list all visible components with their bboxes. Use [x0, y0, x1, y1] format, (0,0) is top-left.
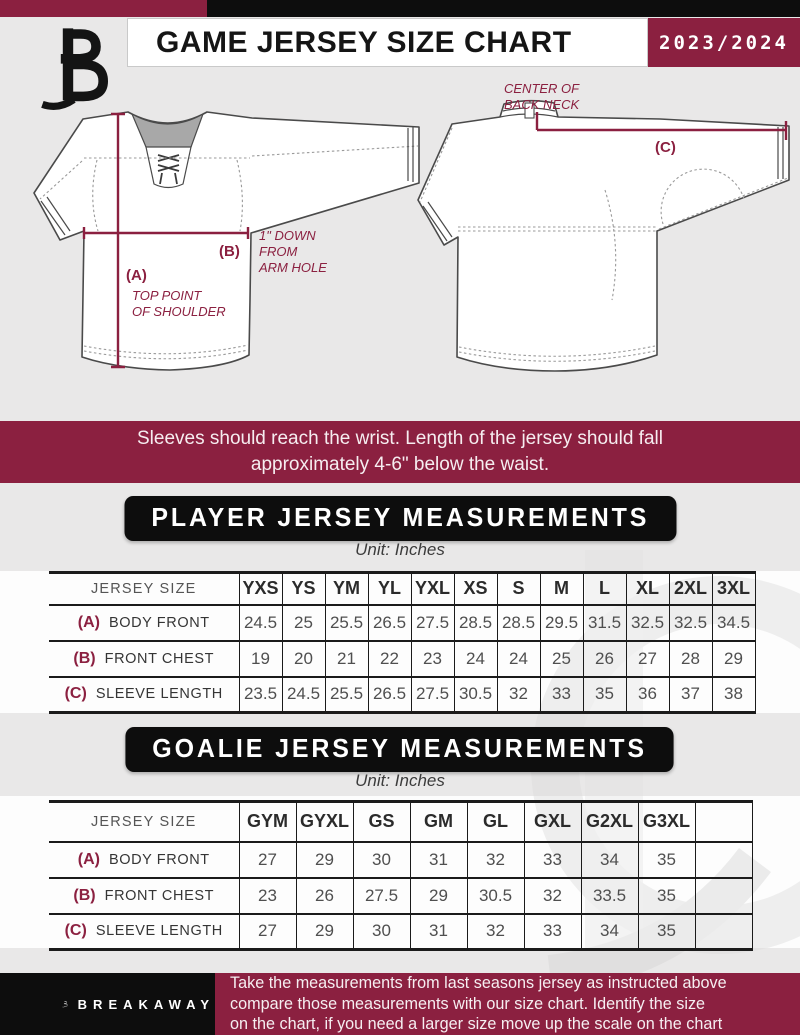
back-jersey-drawing: [418, 101, 789, 371]
cell-empty: [695, 842, 752, 878]
cell-empty: [695, 914, 752, 950]
cell: 35: [638, 914, 695, 950]
cell: 30.5: [467, 878, 524, 914]
footer-note-line2: compare those measurements with our size chart. Identify the size: [230, 994, 706, 1013]
marker-b-note-line1: 1" DOWN: [259, 228, 316, 243]
player-section-header-row: [0, 496, 800, 541]
size-header: 2XL: [669, 573, 712, 605]
size-header: YXS: [239, 573, 282, 605]
footer-note-line3: on the chart, if you need a larger size move up the scale on the chart: [230, 1015, 723, 1034]
player-measurements-table: [49, 571, 756, 714]
table-row-sleeve-length: [49, 677, 755, 713]
size-header: XS: [454, 573, 497, 605]
jersey-measurement-diagram: [0, 80, 800, 422]
cell: 32: [467, 914, 524, 950]
cell: 26: [296, 878, 353, 914]
row-marker: (C): [64, 685, 87, 703]
cell: 22: [368, 641, 411, 677]
goalie-section-header-row: [0, 727, 800, 772]
cell: 26.5: [368, 677, 411, 713]
marker-b-note-line2: FROM: [259, 244, 298, 259]
size-header: M: [540, 573, 583, 605]
page-title: GAME JERSEY SIZE CHART: [156, 25, 572, 59]
cell: 26.5: [368, 605, 411, 641]
player-header-row: [49, 573, 755, 605]
size-header: S: [497, 573, 540, 605]
cell: 28: [669, 641, 712, 677]
cell: 29: [296, 842, 353, 878]
table-row-body-front: [49, 842, 752, 878]
cell: 23: [239, 878, 296, 914]
cell: 25: [282, 605, 325, 641]
cell: 35: [638, 842, 695, 878]
size-header: YS: [282, 573, 325, 605]
title-bar: [127, 18, 648, 67]
cell: 28.5: [454, 605, 497, 641]
marker-a: (A): [126, 267, 147, 284]
cell: 29: [410, 878, 467, 914]
player-corner-label: JERSEY SIZE: [90, 580, 197, 597]
fit-note-line1: Sleeves should reach the wrist. Length of the jersey should fall: [137, 428, 663, 449]
size-header: YM: [325, 573, 368, 605]
brand-name: BREAKAWAY: [77, 996, 215, 1012]
cell: 35: [583, 677, 626, 713]
cell: 28.5: [497, 605, 540, 641]
cell: 27: [626, 641, 669, 677]
size-header: GM: [410, 802, 467, 842]
marker-a-note-line2: OF SHOULDER: [132, 304, 226, 319]
cell: 24.5: [239, 605, 282, 641]
marker-c-note-line2: BACK NECK: [504, 97, 580, 112]
cell: 34: [581, 914, 638, 950]
cell: 34.5: [712, 605, 755, 641]
fit-note-line2: approximately 4-6" below the waist.: [250, 454, 550, 475]
marker-b-note-line3: ARM HOLE: [259, 260, 327, 275]
size-header: 3XL: [712, 573, 755, 605]
marker-a-note-line1: TOP POINT: [132, 288, 202, 303]
goalie-section-title: GOALIE JERSEY MEASUREMENTS: [126, 727, 674, 772]
size-header: GYXL: [296, 802, 353, 842]
cell: 32.5: [669, 605, 712, 641]
table-row-sleeve-length: [49, 914, 752, 950]
cell: 24: [454, 641, 497, 677]
row-marker: (A): [77, 613, 100, 631]
size-header: GL: [467, 802, 524, 842]
cell: 19: [239, 641, 282, 677]
footer-brand-block: [0, 973, 215, 1035]
fit-note-banner: [0, 421, 800, 483]
row-label: SLEEVE LENGTH: [95, 923, 223, 940]
cell: 33.5: [581, 878, 638, 914]
cell: 20: [282, 641, 325, 677]
cell: 31.5: [583, 605, 626, 641]
table-row-body-front: [49, 605, 755, 641]
row-marker: (B): [73, 649, 96, 667]
cell: 26: [583, 641, 626, 677]
goalie-unit-label: Unit: Inches: [355, 771, 445, 790]
cell: 34: [581, 842, 638, 878]
cell: 29: [712, 641, 755, 677]
row-marker: (C): [64, 922, 87, 940]
goalie-corner-label: JERSEY SIZE: [90, 813, 197, 830]
cell: 23: [411, 641, 454, 677]
size-header: GS: [353, 802, 410, 842]
cell: 29: [296, 914, 353, 950]
top-accent-bar-black: [207, 0, 800, 17]
cell: 29.5: [540, 605, 583, 641]
row-label: FRONT CHEST: [104, 887, 215, 904]
player-section-title: PLAYER JERSEY MEASUREMENTS: [124, 496, 676, 541]
size-header: XL: [626, 573, 669, 605]
footer-instructions: [215, 973, 800, 1035]
table-row-front-chest: [49, 641, 755, 677]
row-label: FRONT CHEST: [104, 650, 215, 667]
goalie-header-row: [49, 802, 752, 842]
size-header: G3XL: [638, 802, 695, 842]
row-marker: (B): [73, 886, 96, 904]
size-header-empty: [695, 802, 752, 842]
marker-c-note-line1: CENTER OF: [504, 81, 580, 96]
size-header: YXL: [411, 573, 454, 605]
cell: 31: [410, 842, 467, 878]
cell: 25.5: [325, 677, 368, 713]
cell: 24.5: [282, 677, 325, 713]
cell: 27.5: [411, 605, 454, 641]
cell: 36: [626, 677, 669, 713]
cell: 32: [467, 842, 524, 878]
marker-b: (B): [219, 243, 240, 260]
cell: 27.5: [353, 878, 410, 914]
player-unit-label: Unit: Inches: [355, 540, 445, 559]
cell: 30.5: [454, 677, 497, 713]
cell: 24: [497, 641, 540, 677]
cell: 23.5: [239, 677, 282, 713]
cell: 30: [353, 842, 410, 878]
cell: 33: [524, 842, 581, 878]
top-accent-bar-maroon: [0, 0, 207, 17]
table-row-front-chest: [49, 878, 752, 914]
cell: 25: [540, 641, 583, 677]
row-label: BODY FRONT: [108, 614, 210, 631]
cell: 25.5: [325, 605, 368, 641]
cell: 31: [410, 914, 467, 950]
cell: 38: [712, 677, 755, 713]
cell: 27: [239, 914, 296, 950]
row-marker: (A): [77, 850, 100, 868]
cell-empty: [695, 878, 752, 914]
cell: 35: [638, 878, 695, 914]
cell: 33: [524, 914, 581, 950]
size-header: YL: [368, 573, 411, 605]
row-label: SLEEVE LENGTH: [95, 686, 223, 703]
size-header: GXL: [524, 802, 581, 842]
season-badge: 2023/2024: [648, 18, 800, 67]
cell: 21: [325, 641, 368, 677]
cell: 27: [239, 842, 296, 878]
size-header: G2XL: [581, 802, 638, 842]
cell: 32: [497, 677, 540, 713]
footer-note-line1: Take the measurements from last seasons jersey as instructed above: [230, 974, 727, 993]
cell: 27.5: [411, 677, 454, 713]
cell: 33: [540, 677, 583, 713]
cell: 30: [353, 914, 410, 950]
breakaway-b-logo-icon-footer: [62, 983, 68, 1025]
cell: 32: [524, 878, 581, 914]
front-jersey-drawing: [34, 112, 419, 370]
cell: 37: [669, 677, 712, 713]
size-header: L: [583, 573, 626, 605]
goalie-measurements-table: [49, 800, 753, 951]
cell: 32.5: [626, 605, 669, 641]
row-label: BODY FRONT: [108, 851, 210, 868]
size-header: GYM: [239, 802, 296, 842]
marker-c: (C): [655, 139, 676, 156]
